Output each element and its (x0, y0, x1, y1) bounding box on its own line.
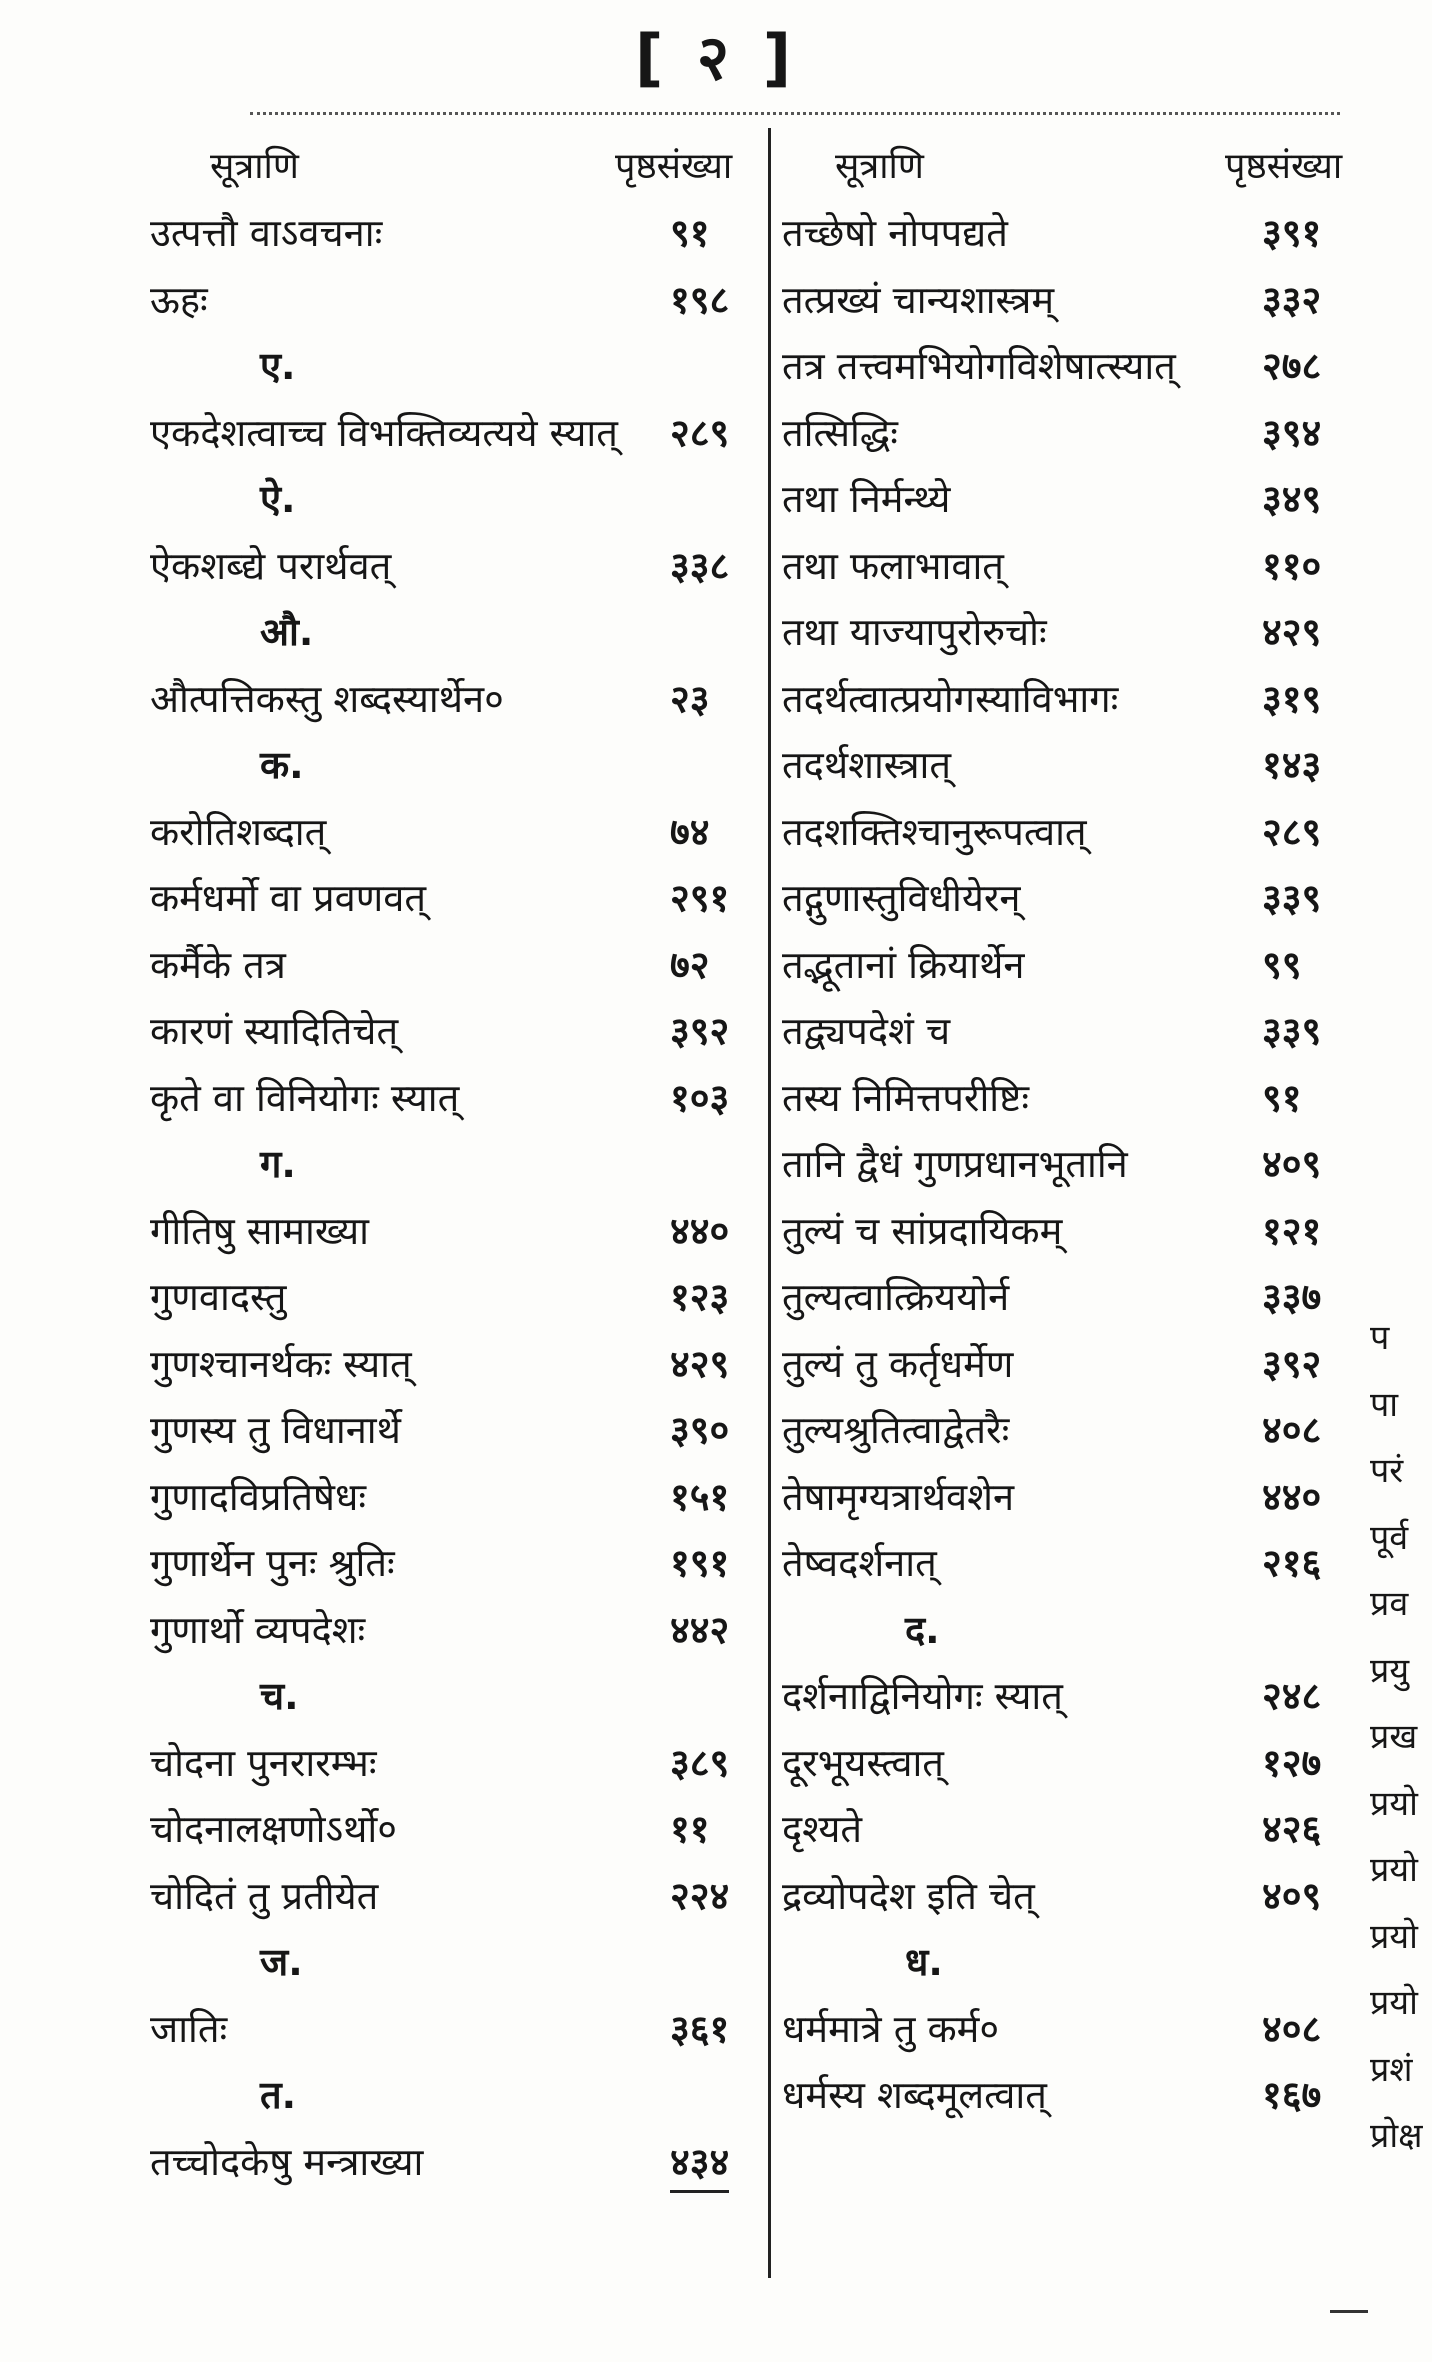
sutra-text: चोदनालक्षणोऽर्थो० (150, 1807, 398, 1851)
page-ref: ३९१ (1262, 211, 1322, 255)
sutra-text: तच्छेषो नोपपद्यते (782, 211, 1008, 255)
edge-fragment: परं (1370, 1451, 1404, 1491)
index-entry (150, 1269, 760, 1325)
index-entry (150, 1402, 760, 1458)
sutra-text: तद्भूतानां क्रियार्थेन (782, 942, 1025, 987)
index-entry (782, 937, 1372, 993)
page-ref: ३९४ (1262, 410, 1322, 455)
edge-fragment: प्रयो (1370, 1983, 1418, 2023)
left-header-page: पृष्ठसंख्या (615, 146, 733, 187)
index-entry (782, 471, 1372, 527)
index-entry (150, 1203, 760, 1259)
sutra-text: तथा निर्मन्थ्ये (782, 477, 951, 521)
page-ref: २८९ (1262, 809, 1322, 854)
left-header-sutra: सूत्राणि (210, 146, 299, 187)
sutra-text: तुल्यश्रुतित्वाद्वेतरैः (782, 1408, 1010, 1452)
index-entry (150, 2134, 760, 2190)
index-entry (150, 870, 760, 926)
sutra-text: तत्प्रख्यं चान्यशास्त्रम् (782, 277, 1055, 322)
page-ref: ४०९ (1262, 1873, 1322, 1918)
page-ref: ४४२ (670, 1607, 730, 1652)
sutra-text: द्रव्योपदेश इति चेत् (782, 1873, 1035, 1918)
sutra-text: तेषामृग्यत्रार्थवशेन (782, 1474, 1015, 1519)
sutra-text: तस्य निमित्तपरीष्टिः (782, 1075, 1029, 1120)
sutra-text: गुणवादस्तु (150, 1275, 287, 1319)
page-ref: ३४९ (1262, 477, 1322, 521)
page-ref: ३३९ (1262, 1009, 1322, 1053)
page-ref: ३९२ (1262, 1341, 1322, 1386)
edge-fragment: प (1370, 1318, 1390, 1358)
sutra-text: दृश्यते (782, 1807, 863, 1851)
sutra-text: तुल्यत्वात्क्रिययोर्न (782, 1275, 1010, 1319)
sutra-text: तथा याज्यापुरोरुचोः (782, 610, 1047, 654)
sutra-text: औत्पत्तिकस्तु शब्दस्यार्थेन० (150, 676, 504, 721)
index-entry (782, 1735, 1372, 1791)
page-ref: ४०९ (1262, 1142, 1322, 1186)
index-entry (150, 1868, 760, 1924)
page-ref: ९१ (670, 211, 710, 255)
index-entry (150, 1336, 760, 1392)
page-ref: १५१ (670, 1474, 730, 1519)
index-entry (782, 737, 1372, 793)
page-ref: ३६१ (670, 2006, 730, 2051)
top-rule (250, 112, 1340, 115)
index-entry (782, 1136, 1372, 1192)
page-ref: ३३९ (1262, 876, 1322, 920)
index-entry (782, 405, 1372, 461)
page-ref: ३३८ (670, 543, 730, 588)
edge-fragment: प्रयो (1370, 1850, 1418, 1890)
page-ref: ४२९ (1262, 610, 1322, 654)
index-entry (782, 338, 1372, 394)
page-ref: ३३२ (1262, 277, 1322, 322)
section-letter: ए. (260, 344, 296, 388)
index-entry (150, 1602, 760, 1658)
page-ref: ३३७ (1262, 1275, 1322, 1319)
edge-fragment: प्रयु (1370, 1650, 1410, 1691)
sutra-text: तुल्यं तु कर्तृधर्मेण (782, 1341, 1014, 1386)
edge-fragment: प्रोक्ष (1370, 2116, 1423, 2156)
index-entry (150, 405, 760, 461)
index-entry (150, 1535, 760, 1591)
section-letter: ज. (260, 1940, 303, 1984)
index-entry (150, 671, 760, 727)
page-ref: ३९२ (670, 1009, 730, 1053)
section-letter: क. (260, 743, 304, 787)
page-ref: ११ (670, 1807, 710, 1851)
index-entry (782, 538, 1372, 594)
index-entry (782, 1003, 1372, 1059)
index-entry (782, 1535, 1372, 1591)
page-ref: ११० (1262, 543, 1322, 588)
sutra-text: एकदेशत्वाच्च विभक्तिव्यत्यये स्यात् (150, 410, 618, 455)
section-letter: ध. (905, 1940, 943, 1984)
index-entry (782, 2067, 1372, 2123)
edge-fragment: प्रव (1370, 1584, 1409, 1624)
right-header-sutra: सूत्राणि (835, 146, 924, 187)
page-ref: ७२ (670, 942, 710, 987)
page-ref: २२४ (670, 1873, 730, 1918)
sutra-text: तदर्थत्वात्प्रयोगस्याविभागः (782, 676, 1119, 721)
page-ref: ४४० (1262, 1474, 1322, 1519)
section-letter: औ. (260, 610, 314, 654)
page-ref: ४३४ (670, 2134, 729, 2193)
sutra-text: दूरभूयस्त्वात् (782, 1740, 944, 1785)
index-entry (150, 1735, 760, 1791)
page-ref: ४४० (670, 1208, 730, 1253)
page-ref: १९१ (670, 1541, 730, 1585)
page-ref: ३९० (670, 1408, 730, 1452)
sutra-text: तत्सिद्धिः (782, 410, 898, 455)
index-entry (782, 1402, 1372, 1458)
sutra-text: तदशक्तिश्चानुरूपत्वात् (782, 809, 1087, 854)
index-entry (150, 205, 760, 261)
sutra-text: दर्शनाद्विनियोगः स्यात् (782, 1674, 1063, 1718)
index-entry (150, 804, 760, 860)
sutra-text: जातिः (150, 2006, 228, 2051)
index-entry (782, 1801, 1372, 1857)
sutra-text: उत्पत्तौ वाऽवचनाः (150, 211, 383, 255)
edge-fragment: प्रयो (1370, 1916, 1418, 1957)
sutra-text: तुल्यं च सांप्रदायिकम् (782, 1208, 1063, 1253)
sutra-text: ऊहः (150, 277, 208, 322)
page-ref: ३८९ (670, 1740, 730, 1785)
sutra-text: तच्चोदकेषु मन्त्राख्या (150, 2139, 424, 2184)
page-ref: ९९ (1262, 942, 1302, 987)
page-ref: २८९ (670, 410, 730, 455)
column-divider (768, 128, 771, 2278)
page-ref: १६७ (1262, 2073, 1322, 2117)
sutra-text: चोदितं तु प्रतीयेत (150, 1873, 379, 1918)
page-ref: १०३ (670, 1075, 730, 1120)
index-entry (150, 1801, 760, 1857)
index-entry (782, 1269, 1372, 1325)
edge-fragment: प्रख (1370, 1717, 1418, 1757)
section-letter: ऐ. (260, 477, 296, 521)
index-entry (782, 804, 1372, 860)
sutra-text: तत्र तत्त्वमभियोगविशेषात्स्यात् (782, 344, 1176, 388)
bottom-rule (1330, 2310, 1368, 2313)
index-entry (782, 1469, 1372, 1525)
edge-fragment: पूर्व (1370, 1517, 1409, 1558)
page-ref: १२१ (1262, 1208, 1322, 1253)
sutra-text: गीतिषु सामाख्या (150, 1208, 369, 1253)
sutra-text: करोतिशब्दात् (150, 809, 327, 854)
sutra-text: तदर्थशास्त्रात् (782, 743, 952, 787)
page-ref: २१६ (1262, 1541, 1322, 1585)
page-ref: २३ (670, 676, 710, 721)
sutra-text: धर्मस्य शब्दमूलत्वात् (782, 2073, 1047, 2117)
edge-fragment: पा (1370, 1384, 1399, 1425)
index-entry (150, 937, 760, 993)
page-number: [ २ ] (634, 21, 798, 94)
page-ref: १९८ (670, 277, 730, 322)
index-entry (150, 1469, 760, 1525)
index-entry (782, 1668, 1372, 1724)
index-entry (782, 1868, 1372, 1924)
page-ref: ३१९ (1262, 676, 1322, 721)
page-ref: १२३ (670, 1275, 730, 1319)
index-entry (782, 870, 1372, 926)
page-ref: २७८ (1262, 344, 1322, 388)
page-ref: ४२६ (1262, 1807, 1322, 1851)
sutra-text: गुणार्थो व्यपदेशः (150, 1607, 366, 1652)
page-ref: ४०८ (1262, 1408, 1322, 1452)
sutra-text: कारणं स्यादितिचेत् (150, 1009, 399, 1053)
page-ref: ७४ (670, 809, 710, 854)
index-entry (150, 1003, 760, 1059)
sutra-text: गुणश्चानर्थकः स्यात् (150, 1341, 412, 1386)
sutra-text: गुणस्य तु विधानार्थे (150, 1408, 401, 1452)
sutra-text: तथा फलाभावात् (782, 543, 1004, 588)
section-letter: त. (260, 2073, 297, 2117)
sutra-text: धर्ममात्रे तु कर्म० (782, 2006, 1000, 2051)
index-entry (782, 1203, 1372, 1259)
edge-fragment: प्रशं (1370, 2049, 1413, 2090)
index-entry (782, 671, 1372, 727)
sutra-text: गुणार्थेन पुनः श्रुतिः (150, 1541, 395, 1585)
index-entry (150, 272, 760, 328)
sutra-text: ऐकशब्द्ये परार्थवत् (150, 543, 392, 588)
sutra-text: कर्मधर्मो वा प्रवणवत् (150, 876, 426, 920)
page-ref: १४३ (1262, 743, 1322, 787)
right-header-page: पृष्ठसंख्या (1225, 146, 1343, 187)
edge-fragment: प्रयो (1370, 1783, 1418, 1824)
sutra-text: तेष्वदर्शनात् (782, 1541, 937, 1585)
sutra-text: तद्गुणास्तुविधीयेरन् (782, 876, 1021, 920)
section-letter: च. (260, 1674, 299, 1718)
index-entry (782, 205, 1372, 261)
index-entry (150, 2001, 760, 2057)
section-letter: ग. (260, 1142, 296, 1186)
page-ref: २९१ (670, 876, 730, 920)
sutra-text: गुणादविप्रतिषेधः (150, 1474, 366, 1519)
index-entry (150, 1070, 760, 1126)
sutra-text: कर्मैके तत्र (150, 942, 286, 987)
index-entry (782, 1070, 1372, 1126)
index-entry (782, 604, 1372, 660)
sutra-text: चोदना पुनरारम्भः (150, 1740, 377, 1785)
sutra-text: कृते वा विनियोगः स्यात् (150, 1075, 460, 1120)
section-letter: द. (905, 1607, 940, 1652)
page-ref: १२७ (1262, 1740, 1322, 1785)
page-ref: ९१ (1262, 1075, 1302, 1120)
page-ref: ४२९ (670, 1341, 730, 1386)
sutra-text: तद्व्यपदेशं च (782, 1009, 951, 1053)
index-entry (150, 538, 760, 594)
page-ref: २४८ (1262, 1674, 1322, 1718)
page-ref: ४०८ (1262, 2006, 1322, 2051)
index-entry (782, 272, 1372, 328)
index-entry (782, 2001, 1372, 2057)
index-entry (782, 1336, 1372, 1392)
sutra-text: तानि द्वैधं गुणप्रधानभूतानि (782, 1142, 1128, 1186)
